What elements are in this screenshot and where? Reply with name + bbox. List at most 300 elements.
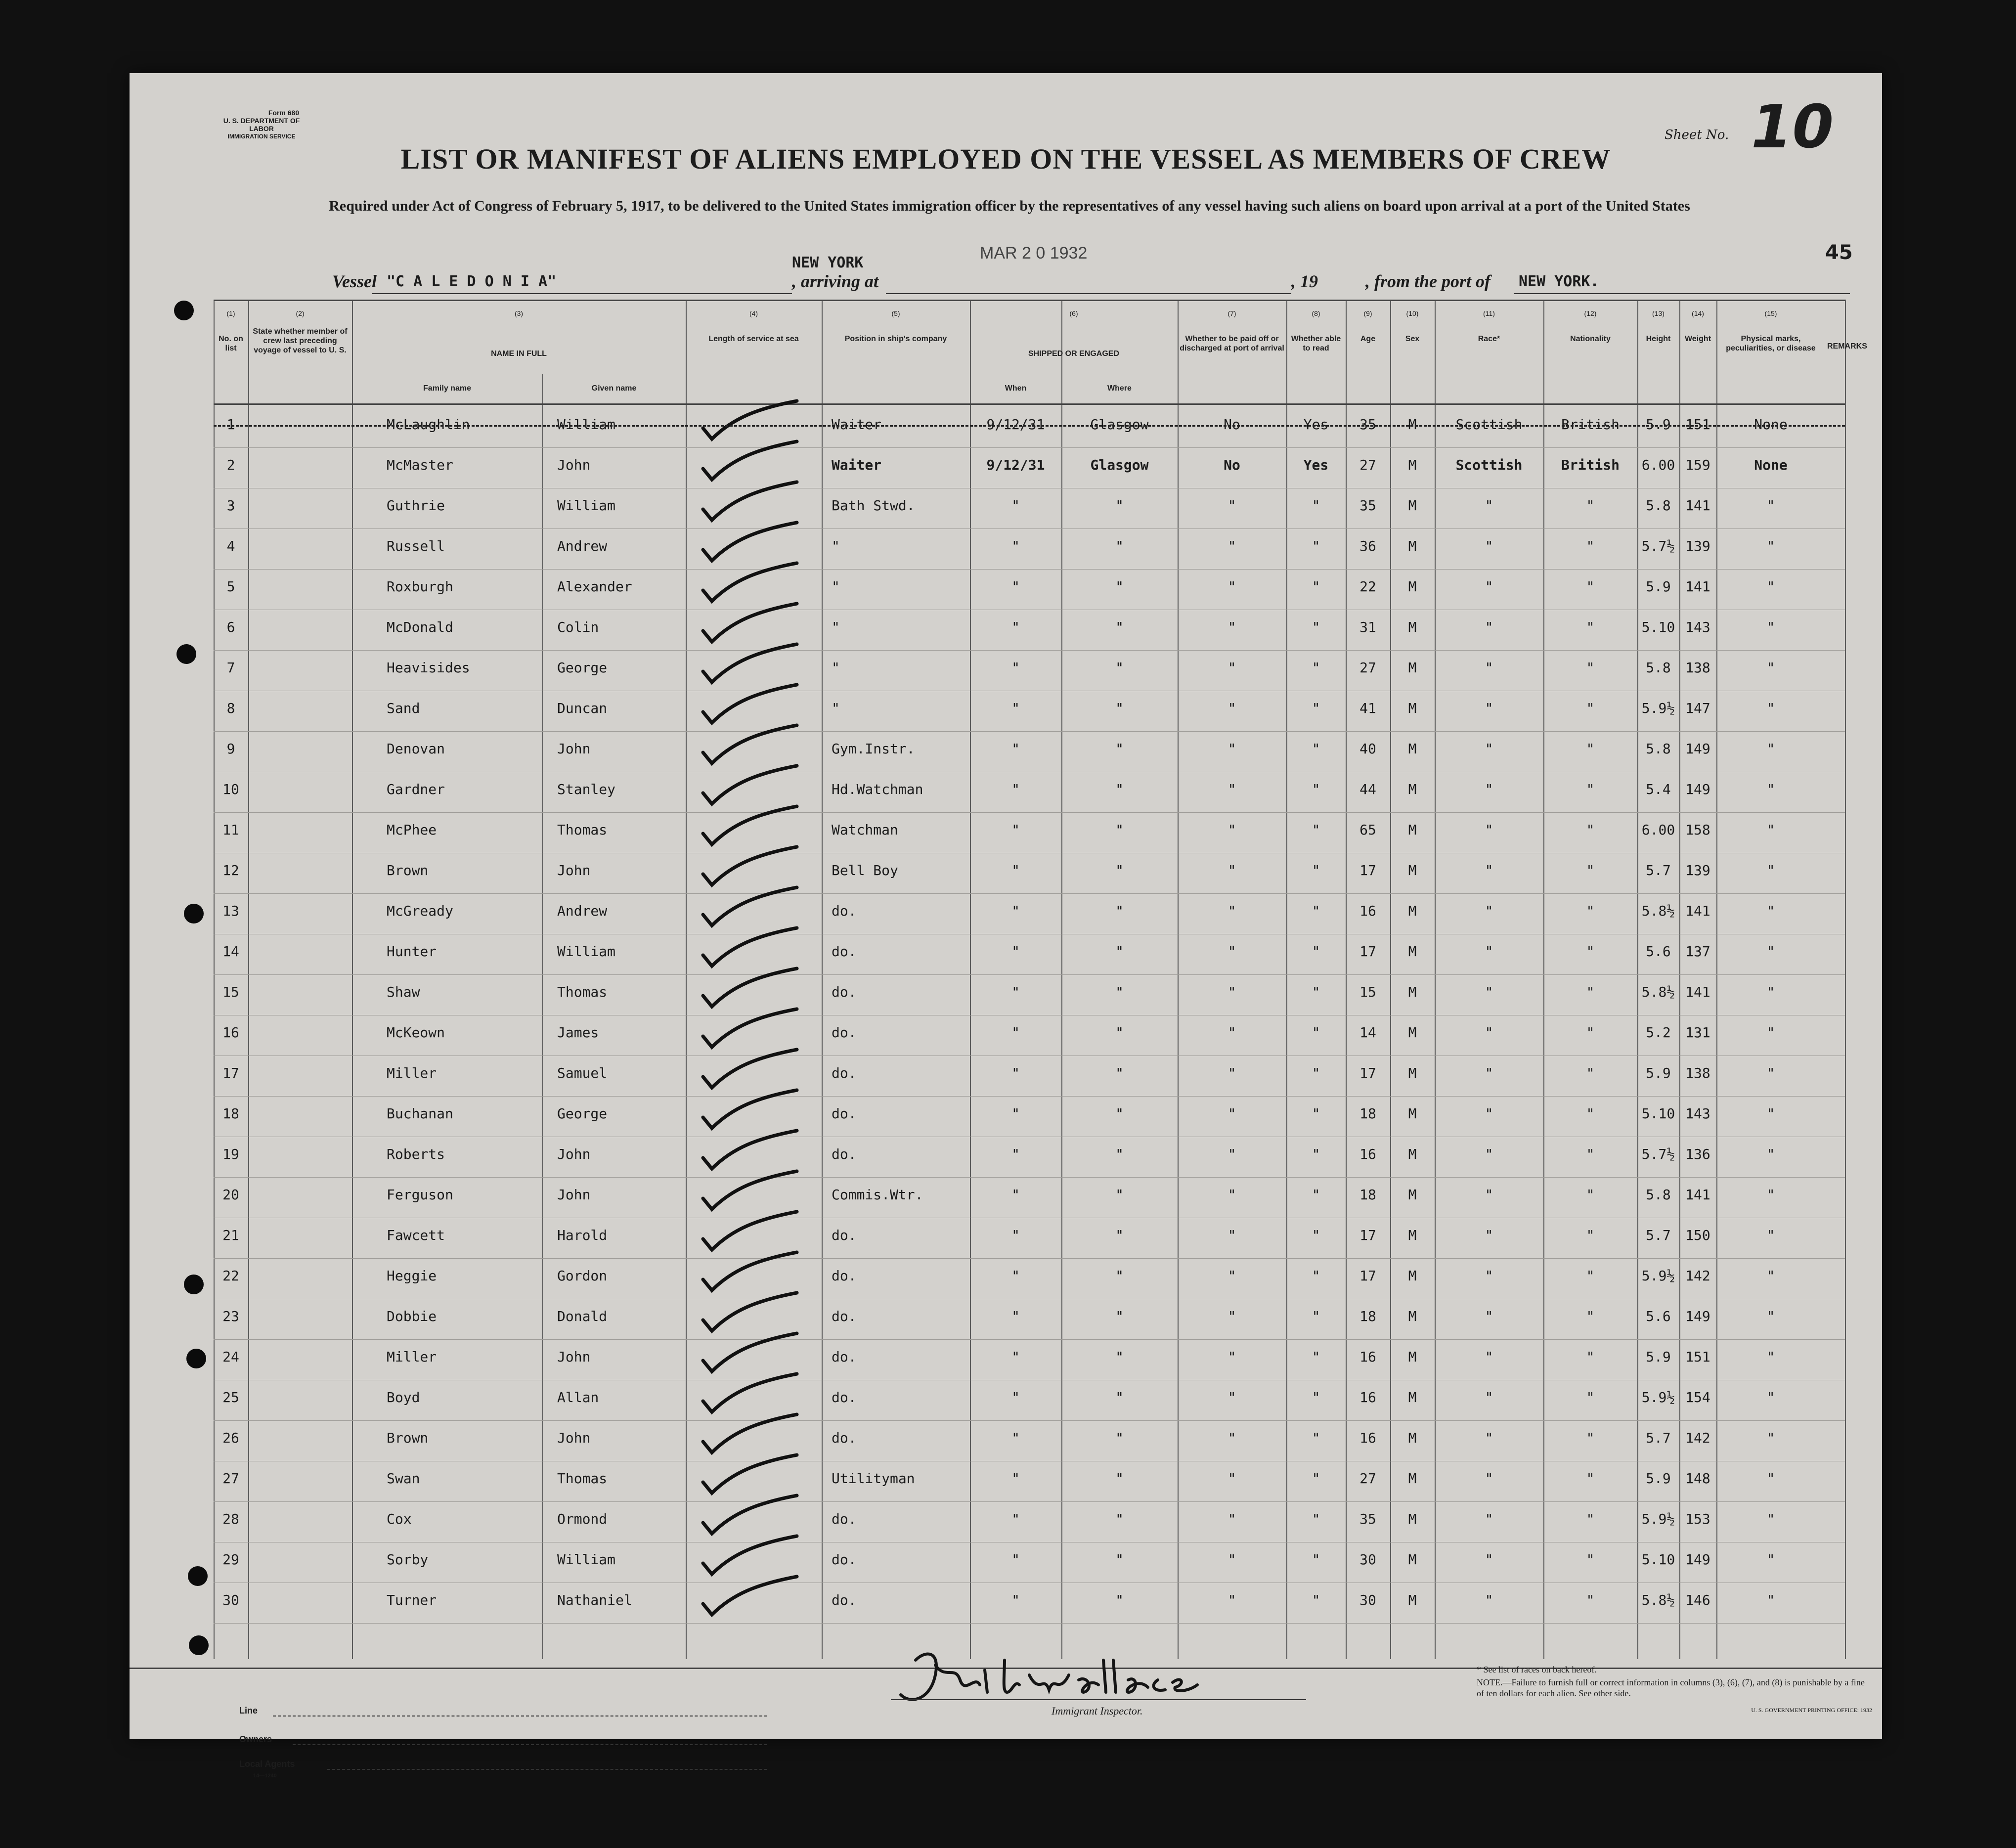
cell-paid: " — [1227, 862, 1236, 879]
cell-paid: " — [1227, 578, 1236, 595]
cell-age: 18 — [1359, 1105, 1376, 1122]
cell-no: 19 — [222, 1146, 239, 1162]
service-checkmark-icon — [698, 1493, 812, 1538]
cell-sex: M — [1408, 497, 1417, 514]
column-divider — [686, 300, 687, 1659]
cell-paid: " — [1227, 1105, 1236, 1122]
cell-given: James — [557, 1024, 599, 1041]
column-header: State whether member of crew last preceding voyage of vessel to U. S. — [253, 327, 348, 354]
cell-given: John — [557, 1146, 591, 1162]
cell-weight: 142 — [1685, 1430, 1710, 1446]
cell-when: " — [1011, 1227, 1020, 1243]
column-number: (3) — [514, 309, 524, 317]
cell-race: " — [1485, 1227, 1493, 1243]
cell-position: Gym.Instr. — [832, 741, 915, 757]
column-header: Age — [1360, 335, 1376, 343]
cell-race: " — [1485, 1389, 1493, 1406]
cell-weight: 154 — [1685, 1389, 1710, 1406]
binder-hole — [184, 904, 204, 924]
row-rule — [214, 893, 1845, 894]
cell-sex: M — [1408, 1308, 1417, 1324]
cell-no: 10 — [222, 781, 239, 797]
cell-where: " — [1115, 943, 1124, 960]
cell-age: 17 — [1359, 943, 1376, 960]
cell-when: " — [1011, 497, 1020, 514]
cell-given: John — [557, 862, 591, 879]
cell-nat: " — [1586, 1308, 1595, 1324]
cell-where: " — [1115, 1349, 1124, 1365]
cell-weight: 141 — [1685, 984, 1710, 1000]
service-checkmark-icon — [698, 763, 812, 808]
cell-nat: " — [1586, 619, 1595, 635]
cell-race: " — [1485, 1349, 1493, 1365]
cell-position: Utilityman — [832, 1470, 915, 1487]
cell-read: " — [1312, 660, 1320, 676]
cell-nat: " — [1586, 903, 1595, 919]
cell-nat: " — [1586, 1227, 1595, 1243]
cell-marks: " — [1766, 1349, 1775, 1365]
cell-height: 5.4 — [1646, 781, 1671, 797]
cell-family: Buchanan — [387, 1105, 453, 1122]
cell-given: John — [557, 1349, 591, 1365]
cell-given: William — [557, 416, 616, 433]
column-subheader: Given name — [591, 384, 637, 393]
cell-race: " — [1485, 1146, 1493, 1162]
column-header: Whether to be paid off or discharged at port of arrival — [1180, 335, 1284, 352]
cell-sex: M — [1408, 903, 1417, 919]
cell-age: 17 — [1359, 1268, 1376, 1284]
service-checkmark-icon — [698, 1412, 812, 1456]
cell-paid: " — [1227, 943, 1236, 960]
cell-paid: " — [1227, 1227, 1236, 1243]
cell-when: " — [1011, 660, 1020, 676]
cell-height: 5.6 — [1646, 943, 1671, 960]
binder-hole — [184, 1275, 204, 1294]
cell-read: " — [1312, 1065, 1320, 1081]
cell-height: 5.7 — [1646, 862, 1671, 879]
owners-underline — [293, 1744, 767, 1745]
cell-when: " — [1011, 619, 1020, 635]
cell-paid: " — [1227, 1187, 1236, 1203]
cell-where: " — [1115, 822, 1124, 838]
cell-height: 5.9 — [1646, 578, 1671, 595]
cell-given: Andrew — [557, 538, 608, 554]
cell-position: do. — [832, 1389, 857, 1406]
cell-age: 17 — [1359, 862, 1376, 879]
row-rule — [214, 528, 1845, 529]
cell-race: " — [1485, 538, 1493, 554]
cell-given: Ormond — [557, 1511, 608, 1527]
arrival-date-stamp: MAR 2 0 1932 — [980, 244, 1088, 263]
cell-position: do. — [832, 1349, 857, 1365]
cell-age: 30 — [1359, 1551, 1376, 1568]
cell-age: 16 — [1359, 1349, 1376, 1365]
cell-marks: " — [1766, 1146, 1775, 1162]
cell-position: do. — [832, 1430, 857, 1446]
column-header: Sex — [1405, 335, 1420, 343]
cell-read: " — [1312, 1511, 1320, 1527]
cell-position: do. — [832, 1146, 857, 1162]
cell-sex: M — [1408, 943, 1417, 960]
cell-nat: " — [1586, 1146, 1595, 1162]
cell-family: Dobbie — [387, 1308, 437, 1324]
column-subheader: Family name — [423, 384, 471, 393]
cell-read: " — [1312, 1024, 1320, 1041]
column-number: (4) — [749, 309, 758, 317]
cell-race: Scottish — [1455, 457, 1523, 473]
cell-marks: " — [1766, 984, 1775, 1000]
department-name: U. S. DEPARTMENT OF LABOR — [223, 117, 300, 132]
service-checkmark-icon — [698, 723, 812, 767]
cell-read: " — [1312, 1389, 1320, 1406]
cell-position: do. — [832, 1592, 857, 1608]
cell-family: Swan — [387, 1470, 420, 1487]
cell-read: " — [1312, 781, 1320, 797]
cell-age: 15 — [1359, 984, 1376, 1000]
cell-read: " — [1312, 1308, 1320, 1324]
cell-marks: None — [1754, 416, 1788, 433]
cell-race: " — [1485, 1551, 1493, 1568]
cell-weight: 158 — [1685, 822, 1710, 838]
cell-marks: " — [1766, 1187, 1775, 1203]
cell-given: John — [557, 457, 591, 473]
cell-where: " — [1115, 1146, 1124, 1162]
cell-when: " — [1011, 1592, 1020, 1608]
cell-read: " — [1312, 984, 1320, 1000]
cell-where: " — [1115, 1268, 1124, 1284]
cell-where: " — [1115, 1105, 1124, 1122]
cell-sex: M — [1408, 416, 1417, 433]
cell-sex: M — [1408, 1227, 1417, 1243]
cell-race: " — [1485, 1065, 1493, 1081]
cell-read: " — [1312, 1227, 1320, 1243]
row-rule — [214, 1258, 1845, 1259]
cell-race: " — [1485, 1024, 1493, 1041]
cell-paid: " — [1227, 1308, 1236, 1324]
header-rule — [214, 300, 1845, 301]
cell-position: do. — [832, 1308, 857, 1324]
cell-no: 1 — [226, 416, 235, 433]
column-number: (13) — [1652, 309, 1665, 317]
cell-marks: " — [1766, 1024, 1775, 1041]
cell-paid: " — [1227, 1065, 1236, 1081]
cell-where: " — [1115, 781, 1124, 797]
cell-read: " — [1312, 619, 1320, 635]
cell-nat: " — [1586, 578, 1595, 595]
cell-family: Roberts — [387, 1146, 445, 1162]
column-number: (7) — [1227, 309, 1236, 317]
cell-position: " — [832, 619, 840, 635]
cell-no: 17 — [222, 1065, 239, 1081]
cell-age: 18 — [1359, 1187, 1376, 1203]
cell-weight: 149 — [1685, 741, 1710, 757]
cell-height: 6.00 — [1641, 457, 1675, 473]
cell-height: 5.8 — [1646, 1187, 1671, 1203]
vessel-label: Vessel — [332, 271, 377, 291]
service-checkmark-icon — [698, 1007, 812, 1051]
cell-age: 17 — [1359, 1065, 1376, 1081]
cell-when: 9/12/31 — [986, 457, 1045, 473]
cell-weight: 138 — [1685, 1065, 1710, 1081]
cell-read: Yes — [1303, 457, 1329, 473]
column-header: Position in ship's company — [844, 335, 947, 343]
cell-no: 26 — [222, 1430, 239, 1446]
cell-age: 35 — [1359, 416, 1376, 433]
cell-weight: 142 — [1685, 1268, 1710, 1284]
service-checkmark-icon — [698, 398, 812, 443]
cell-no: 25 — [222, 1389, 239, 1406]
cell-age: 41 — [1359, 700, 1376, 716]
row-rule — [214, 1420, 1845, 1421]
cell-read: " — [1312, 1105, 1320, 1122]
cell-no: 8 — [226, 700, 235, 716]
from-port-underline — [1514, 293, 1850, 294]
column-number: (10) — [1406, 309, 1419, 317]
column-number: (2) — [296, 309, 305, 317]
cell-age: 27 — [1359, 457, 1376, 473]
cell-given: Samuel — [557, 1065, 608, 1081]
footer-notes — [1477, 1664, 1872, 1716]
cell-given: George — [557, 1105, 608, 1122]
cell-marks: " — [1766, 741, 1775, 757]
cell-race: " — [1485, 822, 1493, 838]
cell-when: " — [1011, 903, 1020, 919]
service-checkmark-icon — [698, 480, 812, 524]
cell-paid: " — [1227, 1146, 1236, 1162]
cell-given: Donald — [557, 1308, 608, 1324]
cell-paid: " — [1227, 497, 1236, 514]
cell-read: Yes — [1303, 416, 1329, 433]
cell-nat: British — [1561, 457, 1620, 473]
cell-sex: M — [1408, 1551, 1417, 1568]
cell-family: Ferguson — [387, 1187, 453, 1203]
cell-family: Cox — [387, 1511, 412, 1527]
cell-when: " — [1011, 1268, 1020, 1284]
cell-marks: " — [1766, 1592, 1775, 1608]
cell-paid: " — [1227, 741, 1236, 757]
vessel-name: "C A L E D O N I A" — [387, 273, 557, 290]
cell-read: " — [1312, 538, 1320, 554]
column-number: (14) — [1692, 309, 1704, 317]
column-header: NAME IN FULL — [491, 350, 547, 358]
cell-where: " — [1115, 578, 1124, 595]
cell-nat: " — [1586, 1105, 1595, 1122]
cell-height: 5.7 — [1646, 1430, 1671, 1446]
cell-no: 23 — [222, 1308, 239, 1324]
cell-where: " — [1115, 1187, 1124, 1203]
cell-position: Commis.Wtr. — [832, 1187, 923, 1203]
service-checkmark-icon — [698, 1452, 812, 1497]
cell-age: 65 — [1359, 822, 1376, 838]
cell-family: Gardner — [387, 781, 445, 797]
cell-read: " — [1312, 1268, 1320, 1284]
cell-where: " — [1115, 1592, 1124, 1608]
cell-age: 16 — [1359, 1430, 1376, 1446]
column-number: (9) — [1363, 309, 1372, 317]
cell-nat: British — [1561, 416, 1620, 433]
signature-caption: Immigrant Inspector. — [1052, 1705, 1143, 1717]
column-number: (12) — [1584, 309, 1597, 317]
cell-family: Guthrie — [387, 497, 445, 514]
page-title: LIST OR MANIFEST OF ALIENS EMPLOYED ON THE VESSEL AS MEMBERS OF CREW — [400, 143, 1611, 175]
cell-where: " — [1115, 1227, 1124, 1243]
page-subtitle: Required under Act of Congress of February 5, 1917, to be delivered to the United States immigration officer by the representatives of any vessel having such aliens on board upon arrival at a port of the United States — [329, 198, 1690, 214]
cell-no: 30 — [222, 1592, 239, 1608]
cell-paid: " — [1227, 619, 1236, 635]
cell-marks: " — [1766, 903, 1775, 919]
cell-paid: " — [1227, 1024, 1236, 1041]
cell-sex: M — [1408, 1470, 1417, 1487]
cell-nat: " — [1586, 497, 1595, 514]
cell-age: 27 — [1359, 1470, 1376, 1487]
cell-height: 5.7½ — [1641, 538, 1675, 554]
row-rule — [214, 1177, 1845, 1178]
cell-sex: M — [1408, 781, 1417, 797]
cell-where: " — [1115, 1470, 1124, 1487]
cell-sex: M — [1408, 1592, 1417, 1608]
cell-no: 29 — [222, 1551, 239, 1568]
cell-race: Scottish — [1455, 416, 1523, 433]
cell-sex: M — [1408, 1389, 1417, 1406]
binder-hole — [186, 1349, 206, 1368]
cell-when: " — [1011, 1105, 1020, 1122]
cell-paid: " — [1227, 903, 1236, 919]
cell-where: " — [1115, 660, 1124, 676]
cell-where: " — [1115, 1551, 1124, 1568]
service-checkmark-icon — [698, 1290, 812, 1335]
cell-height: 5.9 — [1646, 1470, 1671, 1487]
service-checkmark-icon — [698, 439, 812, 484]
cell-no: 28 — [222, 1511, 239, 1527]
cell-height: 5.2 — [1646, 1024, 1671, 1041]
from-port-label: , from the port of — [1365, 271, 1491, 291]
cell-marks: " — [1766, 578, 1775, 595]
cell-where: Glasgow — [1090, 457, 1149, 473]
column-number: (6) — [1069, 309, 1078, 317]
races-note: * See list of races on back hereof. — [1477, 1665, 1597, 1674]
cell-nat: " — [1586, 660, 1595, 676]
cell-position: do. — [832, 1024, 857, 1041]
cell-position: do. — [832, 903, 857, 919]
column-header: Nationality — [1570, 335, 1611, 343]
cell-nat: " — [1586, 862, 1595, 879]
cell-where: " — [1115, 984, 1124, 1000]
cell-height: 5.9 — [1646, 1349, 1671, 1365]
service-checkmark-icon — [698, 1209, 812, 1254]
cell-height: 5.8 — [1646, 497, 1671, 514]
cell-no: 22 — [222, 1268, 239, 1284]
cell-when: " — [1011, 1308, 1020, 1324]
cell-marks: " — [1766, 1430, 1775, 1446]
cell-no: 11 — [222, 822, 239, 838]
cell-where: " — [1115, 1024, 1124, 1041]
cell-paid: " — [1227, 660, 1236, 676]
cell-height: 5.8½ — [1641, 1592, 1675, 1608]
arriving-underline — [886, 293, 1291, 294]
cell-no: 16 — [222, 1024, 239, 1041]
cell-no: 24 — [222, 1349, 239, 1365]
binder-hole — [176, 644, 196, 664]
cell-read: " — [1312, 741, 1320, 757]
cell-no: 7 — [226, 660, 235, 676]
binder-hole — [174, 301, 194, 320]
cell-weight: 136 — [1685, 1146, 1710, 1162]
cell-paid: " — [1227, 1551, 1236, 1568]
form-number: Form 680 — [268, 109, 300, 117]
cell-sex: M — [1408, 1065, 1417, 1081]
cell-when: " — [1011, 1146, 1020, 1162]
cell-height: 5.10 — [1641, 1105, 1675, 1122]
cell-paid: " — [1227, 781, 1236, 797]
cell-when: " — [1011, 984, 1020, 1000]
cell-where: " — [1115, 497, 1124, 514]
cell-paid: " — [1227, 700, 1236, 716]
cell-nat: " — [1586, 822, 1595, 838]
cell-read: " — [1312, 1592, 1320, 1608]
cell-nat: " — [1586, 781, 1595, 797]
row-strikethrough — [214, 425, 1845, 427]
column-header: Race* — [1478, 335, 1500, 343]
cell-weight: 149 — [1685, 1551, 1710, 1568]
cell-given: John — [557, 1187, 591, 1203]
cell-given: William — [557, 497, 616, 514]
cell-marks: " — [1766, 1227, 1775, 1243]
service-checkmark-icon — [698, 1088, 812, 1132]
cell-where: " — [1115, 862, 1124, 879]
cell-marks: " — [1766, 1268, 1775, 1284]
cell-no: 21 — [222, 1227, 239, 1243]
column-subheader: When — [1005, 384, 1027, 393]
cell-nat: " — [1586, 1430, 1595, 1446]
cell-sex: M — [1408, 1511, 1417, 1527]
cell-when: " — [1011, 1389, 1020, 1406]
cell-weight: 149 — [1685, 1308, 1710, 1324]
cell-paid: No — [1224, 416, 1240, 433]
cell-weight: 139 — [1685, 538, 1710, 554]
cell-paid: " — [1227, 1470, 1236, 1487]
cell-height: 5.8½ — [1641, 984, 1675, 1000]
cell-when: " — [1011, 700, 1020, 716]
cell-read: " — [1312, 943, 1320, 960]
cell-position: Waiter — [832, 457, 882, 473]
cell-position: do. — [832, 943, 857, 960]
row-rule — [214, 569, 1845, 570]
cell-where: " — [1115, 538, 1124, 554]
cell-age: 14 — [1359, 1024, 1376, 1041]
cell-given: John — [557, 1430, 591, 1446]
penalty-note: NOTE.—Failure to furnish full or correct information in columns (3), (6), (7), and (8) is punishable by a fine of ten dollars for each alien. See other side. — [1477, 1677, 1865, 1698]
cell-weight: 139 — [1685, 862, 1710, 879]
cell-height: 5.9½ — [1641, 1268, 1675, 1284]
row-rule — [214, 1096, 1845, 1097]
row-rule — [214, 812, 1845, 813]
agents-label: Local Agents — [239, 1759, 295, 1769]
cell-family: Boyd — [387, 1389, 420, 1406]
cell-paid: " — [1227, 1389, 1236, 1406]
from-port: NEW YORK. — [1519, 273, 1599, 290]
cell-no: 15 — [222, 984, 239, 1000]
cell-family: Turner — [387, 1592, 437, 1608]
cell-marks: " — [1766, 619, 1775, 635]
cell-sex: M — [1408, 700, 1417, 716]
cell-paid: " — [1227, 1511, 1236, 1527]
cell-marks: " — [1766, 822, 1775, 838]
cell-no: 18 — [222, 1105, 239, 1122]
cell-no: 6 — [226, 619, 235, 635]
cell-paid: " — [1227, 984, 1236, 1000]
cell-sex: M — [1408, 1430, 1417, 1446]
cell-height: 6.00 — [1641, 822, 1675, 838]
